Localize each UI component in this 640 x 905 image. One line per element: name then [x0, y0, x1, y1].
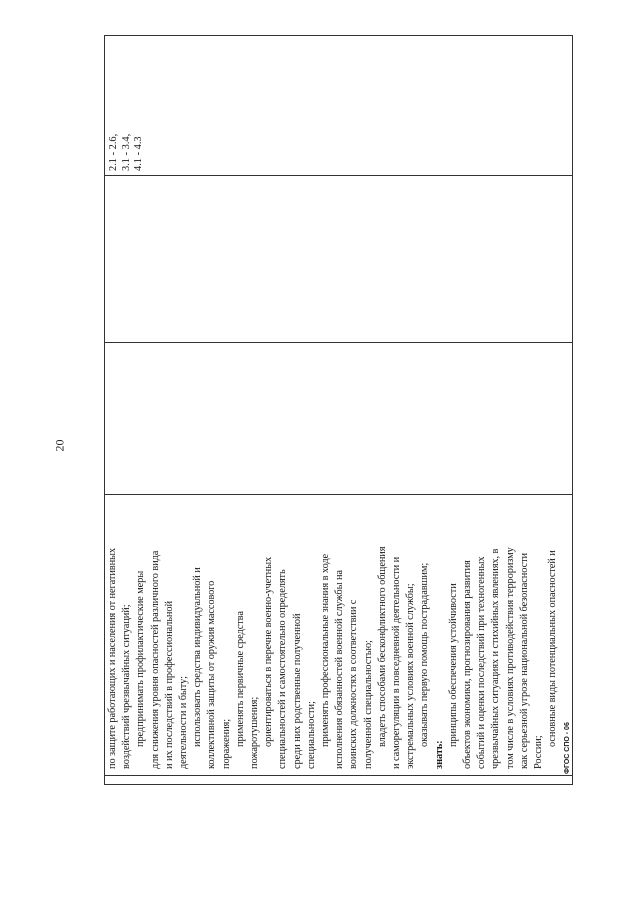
content-line: и саморегуляции в повседневной деятельности и [391, 556, 403, 769]
content-line: специальностей и самостоятельно определять [277, 569, 289, 769]
competency-codes [105, 36, 146, 175]
content-line: и их последствий в профессиональной [163, 601, 175, 769]
competency-code: 3.1 - 3.4, [120, 133, 132, 171]
content-line: использовать средства индивидуальной и [192, 567, 204, 747]
content-line: применять первичные средства [234, 611, 246, 747]
content-line: пожаротушения; [249, 696, 261, 769]
content-line: России; [533, 735, 545, 769]
content-line: для снижения уровня опасностей различного вида [149, 550, 161, 769]
table-row [105, 36, 573, 785]
content-line: том числе в условиях противодействия терроризму [504, 547, 516, 769]
content-line: как серьезной угрозе национальной безопасности [518, 553, 530, 769]
content-line: среди них родственные полученной [291, 613, 303, 769]
content-line: основные виды потенциальных опасностей и [547, 550, 559, 747]
page-number: 20 [52, 439, 67, 452]
competency-code: 2.1 - 2.6, [108, 133, 119, 171]
content-line: применять профессиональные знания в ходе [320, 553, 332, 747]
content-line: специальности; [305, 701, 317, 769]
content-line: объектов экономики, прогнозирования развития [462, 560, 474, 769]
content-cell [105, 495, 573, 776]
content-line: деятельности и быту; [178, 676, 190, 769]
content-line: исполнения обязанностей военной службы на [334, 570, 346, 769]
content-line: поражения; [220, 718, 232, 769]
competency-table [104, 35, 573, 785]
content-line: событий и оценки последствий при техногенных [476, 556, 488, 769]
competency-code: 4.1 - 4.3 [133, 136, 144, 171]
content-line: принципы обеспечения устойчивости [447, 583, 459, 747]
content-text [105, 495, 561, 775]
empty-cell-first [105, 776, 573, 785]
content-line: полученной специальностью; [362, 640, 374, 769]
content-line: воинских должностях в соответствии с [348, 599, 360, 769]
content-line: коллективной защиты от оружия массового [206, 580, 218, 769]
table-container [104, 41, 573, 785]
content-line: воздействий чрезвычайных ситуаций; [121, 604, 133, 769]
codes-cell [105, 36, 573, 176]
rotated-page-content [104, 41, 573, 785]
content-line: владеть способами бесконфликтного общения [376, 546, 388, 747]
footer-code: ФГОС СПО - 06 [564, 722, 571, 774]
content-line: оказывать первую помощь пострадавшим; [419, 562, 431, 747]
empty-cell-hours [105, 343, 573, 495]
content-line: по защите работающих и населения от негативных [107, 547, 118, 769]
empty-cell-discipline [105, 176, 573, 343]
section-heading: знать: [433, 740, 445, 769]
content-line: ориентироваться в перечне военно-учетных [263, 556, 275, 747]
content-line: чрезвычайных ситуациях и стихийных явлениях, в [490, 548, 502, 769]
content-line: экстремальных условиях военной службы; [405, 583, 417, 769]
content-line: предпринимать профилактические меры [135, 570, 147, 747]
